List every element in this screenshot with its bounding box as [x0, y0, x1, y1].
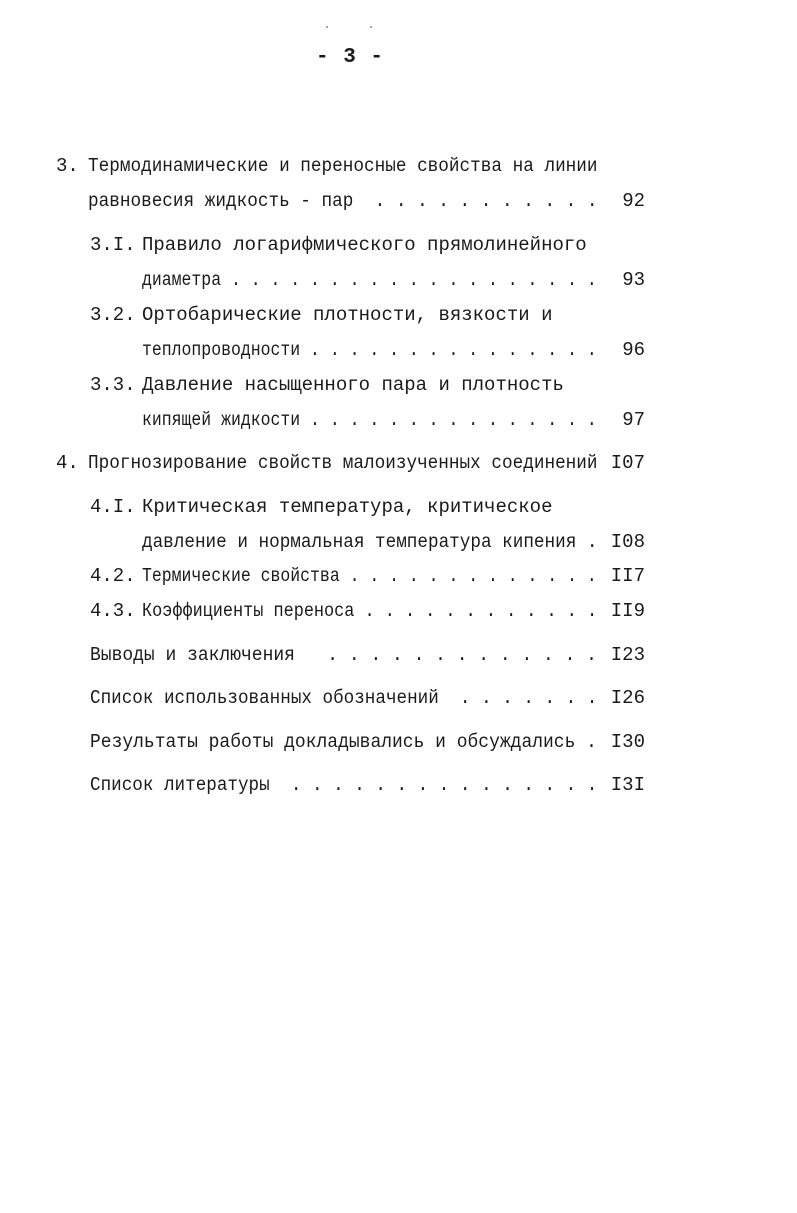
- toc-entry-title: Выводы и заключения . . . . . . . . . . . . .: [90, 644, 597, 666]
- toc-entry-page: I30: [610, 731, 645, 753]
- toc-entry-title: давление и нормальная температура кипения .: [142, 531, 598, 553]
- toc-entry-page: I07: [610, 452, 645, 474]
- page-number: - 3 -: [315, 46, 384, 69]
- scan-mark: [326, 26, 328, 28]
- toc-entry-title: Результаты работы докладывались и обсуждались .: [90, 731, 597, 753]
- toc-entry-title: Критическая температура, критическое: [142, 496, 553, 518]
- toc-entry-title: Давление насыщенного пара и плотность: [142, 374, 564, 396]
- toc-entry-number: 4.3.: [90, 600, 136, 622]
- toc-entry-page: 92: [622, 190, 645, 212]
- toc-entry-number: 3.2.: [90, 304, 136, 326]
- toc-entry-number: 4.I.: [90, 496, 136, 518]
- toc-entry-number: 3.: [56, 155, 79, 177]
- toc-entry-page: II9: [610, 600, 645, 622]
- toc-entry-title: Правило логарифмического прямолинейного: [142, 234, 587, 256]
- toc-entry-title: Список использованных обозначений . . . . . . .: [90, 687, 598, 709]
- toc-entry-page: 93: [622, 269, 645, 291]
- toc-entry-title: Ортобарические плотности, вязкости и: [142, 304, 553, 326]
- toc-entry-number: 4.: [56, 452, 79, 474]
- toc-entry-title: теплопроводности . . . . . . . . . . . . . . .: [142, 339, 597, 361]
- toc-entry-title: кипящей жидкости . . . . . . . . . . . . . . .: [142, 409, 597, 431]
- scan-mark: [370, 26, 372, 28]
- toc-entry-page: I08: [610, 531, 645, 553]
- toc-entry-page: 96: [622, 339, 645, 361]
- toc-entry-number: 3.3.: [90, 374, 136, 396]
- toc-entry-title: равновесия жидкость - пар . . . . . . . . . . .: [88, 190, 598, 212]
- toc-entry-page: 97: [622, 409, 645, 431]
- toc-entry-title: Коэффициенты переноса . . . . . . . . . . . .: [142, 600, 598, 622]
- toc-entry-title: Список литературы . . . . . . . . . . . . . . .: [90, 774, 598, 796]
- toc-entry-title: Термические свойства . . . . . . . . . . . . .: [142, 565, 597, 587]
- toc-entry-page: II7: [610, 565, 645, 587]
- toc-entry-page: I26: [610, 687, 645, 709]
- toc-entry-page: I23: [610, 644, 645, 666]
- toc-entry-number: 4.2.: [90, 565, 136, 587]
- toc-entry-number: 3.I.: [90, 234, 136, 256]
- toc-entry-title: Термодинамические и переносные свойства на линии: [88, 155, 598, 177]
- toc-entry-page: I3I: [610, 774, 645, 796]
- toc-entry-title: диаметра . . . . . . . . . . . . . . . . . . .: [142, 269, 597, 291]
- toc-entry-title: Прогнозирование свойств малоизученных соединений: [88, 452, 598, 474]
